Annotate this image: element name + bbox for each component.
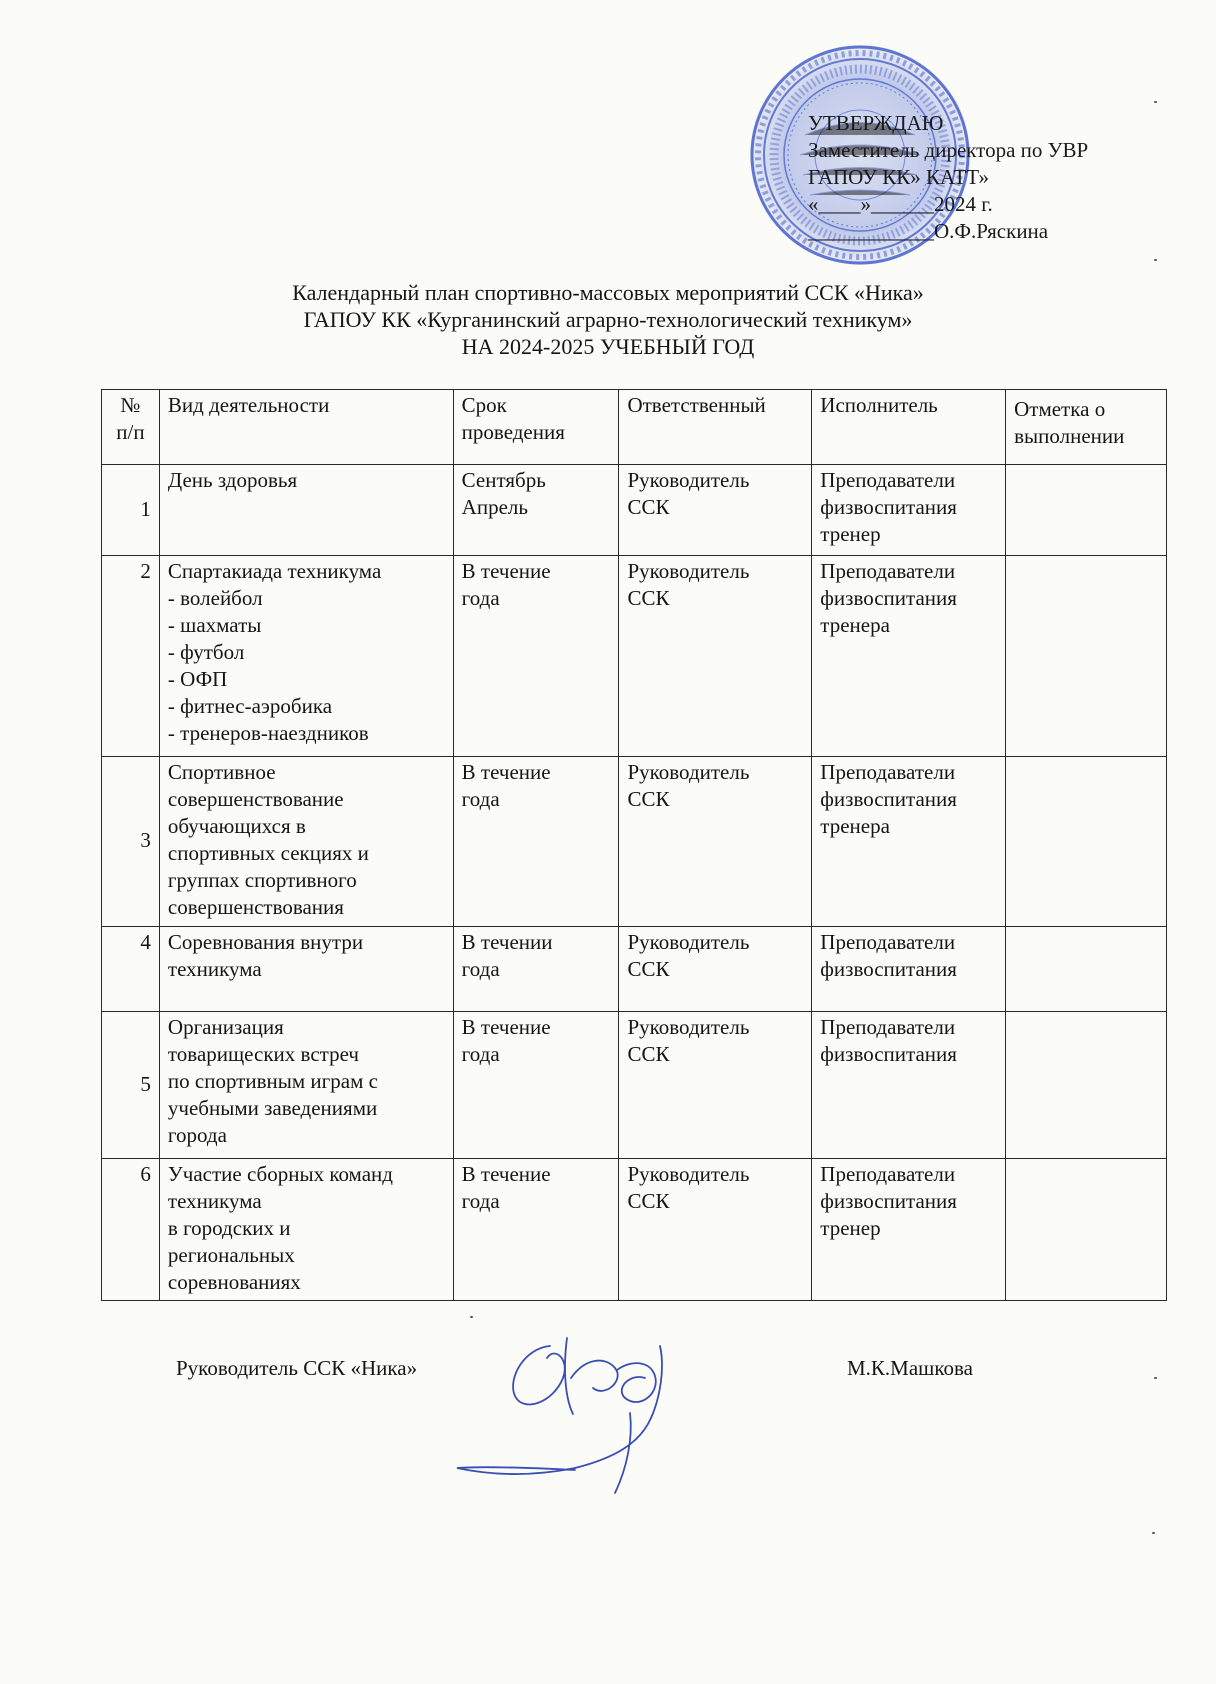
period-line: В течение [461, 1162, 551, 1186]
activity-line: - фитнес-аэробика [167, 694, 333, 718]
activity-line: Соревнования внутри [167, 930, 364, 954]
cell-mark [1006, 1012, 1167, 1159]
table-row [102, 1159, 1167, 1301]
executor-line: Преподаватели [820, 468, 956, 492]
activity-line: товарищеских встреч [167, 1042, 359, 1066]
activity-line: техникума [167, 957, 262, 981]
title-line-3: НА 2024-2025 УЧЕБНЫЙ ГОД [461, 334, 755, 359]
period-line: В течении [461, 930, 553, 954]
cell-executor [812, 927, 1006, 1012]
footer-label: Руководитель ССК «Ника» [176, 1356, 418, 1380]
responsible-line: ССК [627, 787, 670, 811]
period-line: года [461, 586, 500, 610]
header-mark: Отметка о выполнении [1006, 390, 1167, 465]
executor-line: тренера [820, 814, 890, 838]
cell-responsible [619, 1159, 812, 1301]
header-executor: Исполнитель [812, 390, 1006, 465]
cell-activity [159, 556, 453, 757]
cell-responsible [619, 465, 812, 556]
row-number: 2 [102, 556, 160, 757]
header-responsible: Ответственный [619, 390, 812, 465]
activity-line: соревнованиях [167, 1270, 301, 1294]
cell-responsible [619, 1012, 812, 1159]
approval-organization: ГАПОУ КК» КАТТ» [808, 165, 989, 189]
executor-line: Преподаватели [820, 1015, 956, 1039]
executor-line: Преподаватели [820, 930, 956, 954]
cell-period [453, 757, 619, 927]
cell-mark [1006, 757, 1167, 927]
cell-executor [812, 465, 1006, 556]
cell-activity [159, 1159, 453, 1301]
cell-responsible [619, 927, 812, 1012]
scan-speck [1154, 259, 1157, 261]
responsible-line: ССК [627, 957, 670, 981]
activity-line: спортивных секциях и [167, 841, 369, 865]
cell-mark [1006, 556, 1167, 757]
responsible-line: Руководитель [627, 559, 750, 583]
header-activity: Вид деятельности [159, 390, 453, 465]
activity-line: - шахматы [167, 613, 262, 637]
events-table [101, 389, 1167, 1301]
cell-executor [812, 1012, 1006, 1159]
table-row [102, 465, 1167, 556]
cell-period [453, 927, 619, 1012]
table-row [102, 927, 1167, 1012]
responsible-line: Руководитель [627, 468, 750, 492]
approval-heading: УТВЕРЖДАЮ [808, 111, 944, 135]
cell-executor [812, 1159, 1006, 1301]
cell-mark [1006, 927, 1167, 1012]
period-line: года [461, 1189, 500, 1213]
cell-responsible [619, 757, 812, 927]
period-line: года [461, 957, 500, 981]
activity-line: Спартакиада техникума [167, 559, 382, 583]
cell-activity [159, 927, 453, 1012]
period-line: года [461, 1042, 500, 1066]
executor-line: физвоспитания [820, 1189, 957, 1213]
executor-line: Преподаватели [820, 760, 956, 784]
executor-line: тренер [820, 1216, 881, 1240]
activity-line: День здоровья [167, 468, 298, 492]
cell-mark [1006, 1159, 1167, 1301]
activity-line: Участие сборных команд [167, 1162, 393, 1186]
handwritten-signature-icon [455, 1318, 730, 1508]
activity-line: города [167, 1123, 227, 1147]
period-line: Апрель [461, 495, 528, 519]
responsible-line: ССК [627, 1042, 670, 1066]
cell-period [453, 556, 619, 757]
table-row [102, 556, 1167, 757]
activity-line: региональных [167, 1243, 295, 1267]
executor-line: физвоспитания [820, 787, 957, 811]
activity-line: - ОФП [167, 667, 228, 691]
period-line: В течение [461, 760, 551, 784]
period-line: Сентябрь [461, 468, 546, 492]
responsible-line: Руководитель [627, 1015, 750, 1039]
period-line: года [461, 787, 500, 811]
executor-line: физвоспитания [820, 957, 957, 981]
responsible-line: Руководитель [627, 930, 750, 954]
cell-executor [812, 556, 1006, 757]
footer-name: М.К.Машкова [847, 1356, 973, 1380]
activity-line: техникума [167, 1189, 262, 1213]
document-title [0, 279, 1216, 360]
table-row [102, 757, 1167, 927]
row-number: 5 [102, 1012, 160, 1159]
approval-position: Заместитель директора по УВР [808, 138, 1089, 162]
activity-line: обучающихся в [167, 814, 306, 838]
activity-line: - тренеров-наездников [167, 721, 369, 745]
executor-line: физвоспитания [820, 586, 957, 610]
activity-line: Организация [167, 1015, 284, 1039]
executor-line: физвоспитания [820, 1042, 957, 1066]
row-number: 1 [102, 465, 160, 556]
cell-period [453, 1159, 619, 1301]
responsible-line: ССК [627, 1189, 670, 1213]
title-line-1: Календарный план спортивно-массовых мероприятий ССК «Ника» [292, 280, 924, 305]
row-number: 4 [102, 927, 160, 1012]
responsible-line: Руководитель [627, 1162, 750, 1186]
activity-line: учебными заведениями [167, 1096, 378, 1120]
executor-line: Преподаватели [820, 1162, 956, 1186]
responsible-line: ССК [627, 495, 670, 519]
executor-line: Преподаватели [820, 559, 956, 583]
approval-signer: ____________О.Ф.Ряскина [808, 219, 1049, 243]
title-line-2: ГАПОУ КК «Курганинский аграрно-технологический техникум» [303, 307, 913, 332]
approval-date: «____»______2024 г. [808, 192, 993, 216]
header-num: № п/п [102, 390, 160, 465]
table-row [102, 1012, 1167, 1159]
cell-activity [159, 1012, 453, 1159]
cell-executor [812, 757, 1006, 927]
cell-activity [159, 757, 453, 927]
scan-speck [470, 1316, 473, 1318]
responsible-line: Руководитель [627, 760, 750, 784]
cell-period [453, 465, 619, 556]
cell-responsible [619, 556, 812, 757]
approval-block [808, 110, 1088, 245]
cell-mark [1006, 465, 1167, 556]
activity-line: в городских и [167, 1216, 291, 1240]
activity-line: совершенствования [167, 895, 344, 919]
scan-speck [1152, 1532, 1155, 1534]
activity-line: совершенствование [167, 787, 344, 811]
responsible-line: ССК [627, 586, 670, 610]
row-number: 3 [102, 757, 160, 927]
header-period: Срок проведения [453, 390, 619, 465]
executor-line: физвоспитания [820, 495, 957, 519]
cell-period [453, 1012, 619, 1159]
activity-line: - футбол [167, 640, 245, 664]
period-line: В течение [461, 559, 551, 583]
scan-speck [1154, 101, 1157, 103]
executor-line: тренер [820, 522, 881, 546]
period-line: В течение [461, 1015, 551, 1039]
activity-line: по спортивным играм с [167, 1069, 378, 1093]
activity-line: Спортивное [167, 760, 276, 784]
activity-line: - волейбол [167, 586, 263, 610]
scan-speck [1154, 1377, 1157, 1379]
table-header-row [102, 390, 1167, 465]
row-number: 6 [102, 1159, 160, 1301]
executor-line: тренера [820, 613, 890, 637]
activity-line: группах спортивного [167, 868, 357, 892]
cell-activity [159, 465, 453, 556]
